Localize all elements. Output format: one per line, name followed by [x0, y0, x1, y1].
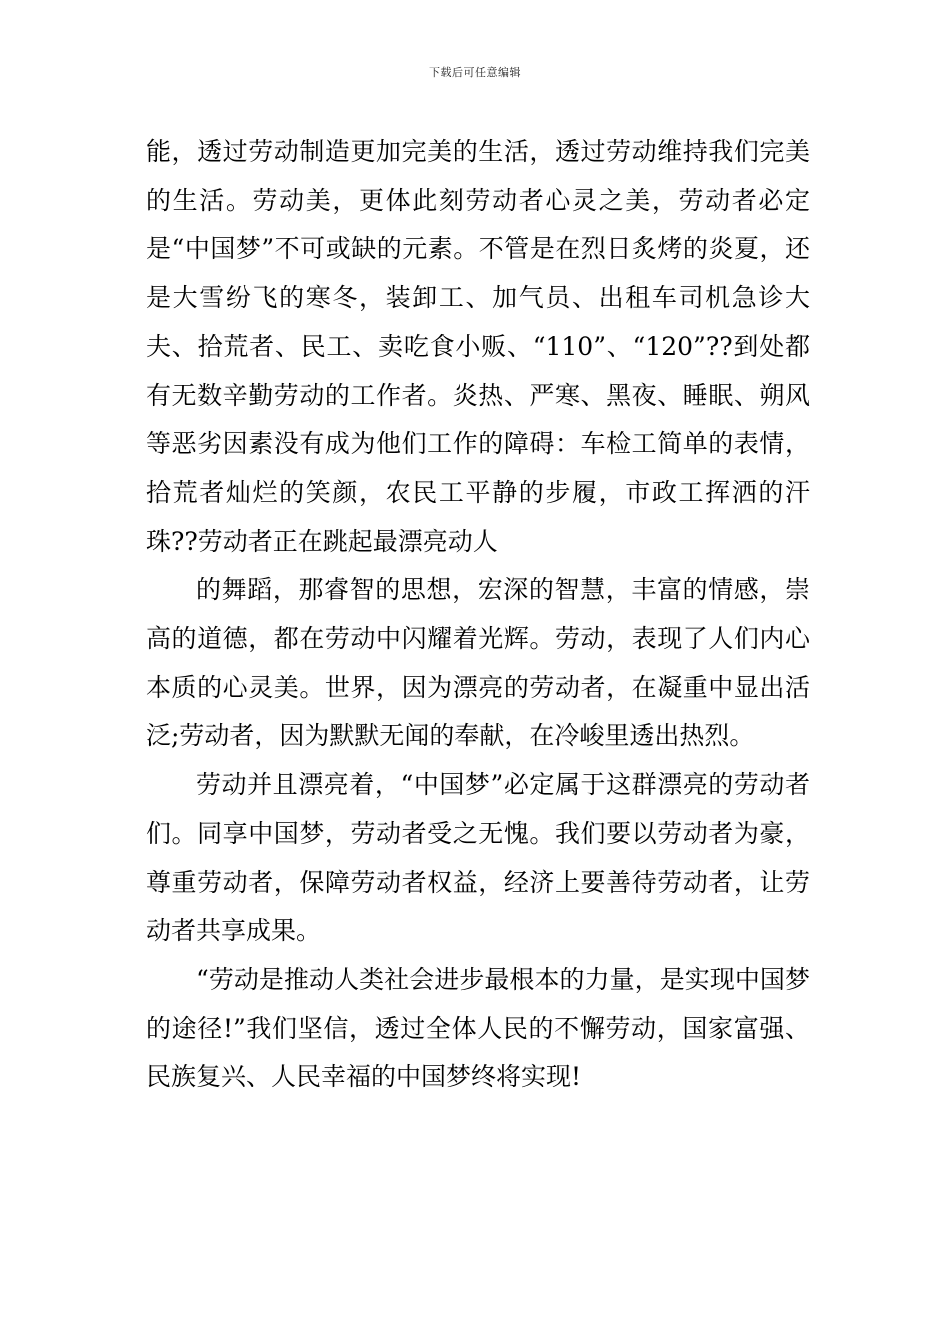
- page-header: 下载后可任意编辑: [429, 66, 521, 79]
- document-body: [146, 128, 810, 1102]
- paragraph-3: 劳动并且漂亮着，“中国梦”必定属于这群漂亮的劳动者们。同享中国梦，劳动者受之无愧。我们要以劳动者为豪，尊重劳动者，保障劳动者权益，经济上要善待劳动者，让劳动者共享成果。: [146, 770, 810, 946]
- paragraph-2: 的舞蹈，那睿智的思想，宏深的智慧，丰富的情感，崇高的道德，都在劳动中闪耀着光辉。劳动，表现了人们内心本质的心灵美。世界，因为漂亮的劳动者，在凝重中显出活泛;劳动者，因为默默无闻的奉献，在冷峻里透出热烈。: [146, 575, 810, 751]
- paragraph-1: 能，透过劳动制造更加完美的生活，透过劳动维持我们完美的生活。劳动美，更体此刻劳动者心灵之美，劳动者必定是“中国梦”不可或缺的元素。不管是在烈日炙烤的炎夏，还是大雪纷飞的寒冬，装卸工、加气员、出租车司机急诊大夫、拾荒者、民工、卖吃食小贩、“110”、“120”??到处都有无数辛勤劳动的工作者。炎热、严寒、黑夜、睡眠、朔风等恶劣因素没有成为他们工作的障碍：车检工简单的表情，拾荒者灿烂的笑颜，农民工平静的步履，市政工挥洒的汗珠??劳动者正在跳起最漂亮动人: [146, 137, 810, 556]
- paragraph-4: “劳动是推动人类社会进步最根本的力量，是实现中国梦的途径!”我们坚信，透过全体人民的不懈劳动，国家富强、民族复兴、人民幸福的中国梦终将实现!: [146, 964, 810, 1092]
